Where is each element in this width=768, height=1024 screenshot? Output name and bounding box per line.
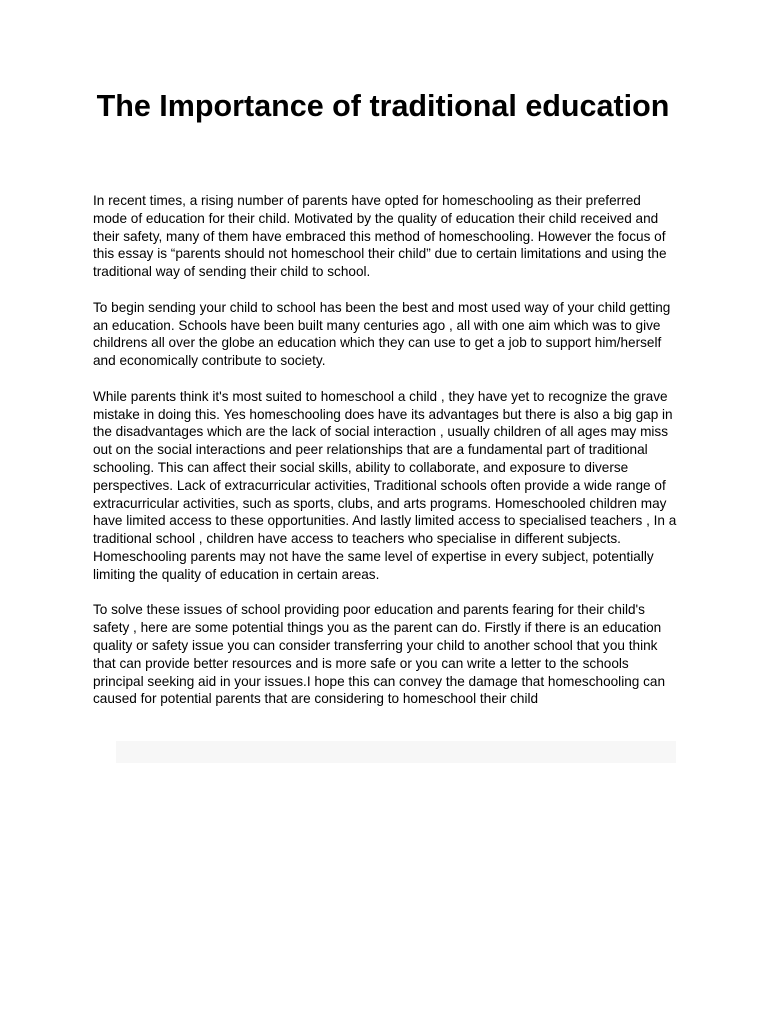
document-body: [93, 192, 678, 726]
paragraph-1: In recent times, a rising number of parents have opted for homeschooling as their preferred mode of education for their child. Motivated by the quality of education their child received and their safety, many of them have embraced this method of homeschooling. However the focus of this essay is “parents should not homeschool their child” due to certain limitations and using the traditional way of sending their child to school.: [93, 193, 667, 280]
paragraph-4: To solve these issues of school providing poor education and parents fearing for their child's safety , here are some potential things you as the parent can do. Firstly if there is an education quality or safety issue you can consider transferring your child to another school that you think that can provide better resources and is more safe or you can write a letter to the schools principal seeking aid in your issues.I hope this can convey the damage that homeschooling can caused for potential parents that are considering to homeschool their child: [93, 602, 666, 707]
document-title: The Importance of traditional education: [96, 89, 670, 123]
paragraph-3: While parents think it's most suited to homeschool a child , they have yet to recognize the grave mistake in doing this. Yes homeschooling does have its advantages but there is also a big gap in the disadvantages which are the lack of social interaction , usually children of all ages may miss out on the social interactions and peer relationships that are a fundamental part of traditional schooling. This can affect their social skills, ability to collaborate, and exposure to diverse perspectives. Lack of extracurricular activities, Traditional schools often provide a wide range of extracurricular activities, such as sports, clubs, and arts programs. Homeschooled children may have limited access to these opportunities. And lastly limited access to specialised teachers , In a traditional school , children have access to teachers who specialise in different subjects. Homeschooling parents may not have the same level of expertise in every subject, potentially limiting the quality of education in certain areas.: [93, 388, 677, 582]
paragraph-2: To begin sending your child to school has been the best and most used way of your child getting an education. Schools have been built many centuries ago , all with one aim which was to give childrens all over the globe an education which they can use to get a job to support him/herself and economically contribute to society.: [93, 299, 671, 369]
empty-gray-bar: [116, 741, 676, 763]
